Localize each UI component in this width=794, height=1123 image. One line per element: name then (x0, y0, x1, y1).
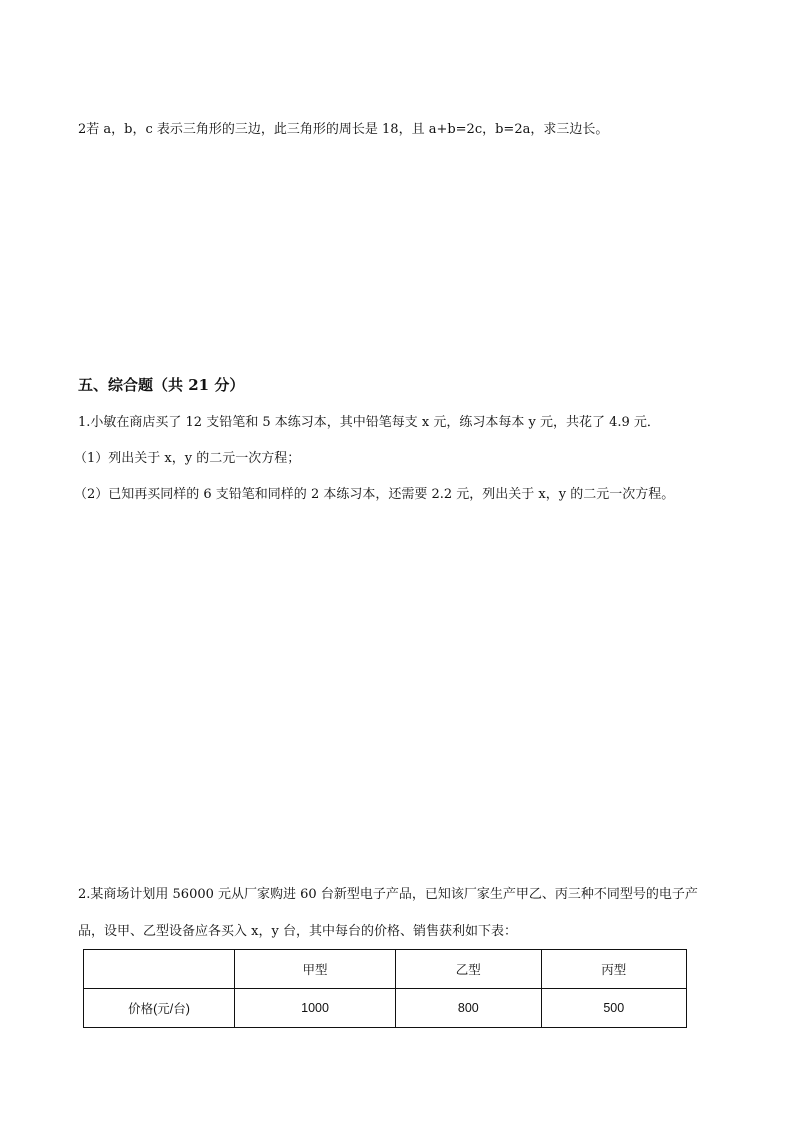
table-cell: 500 (541, 989, 686, 1028)
table-cell: 1000 (235, 989, 396, 1028)
table-header-cell: 甲型 (235, 950, 396, 989)
table-header-cell: 乙型 (396, 950, 541, 989)
section-heading: 五、综合题（共 21 分） (78, 376, 245, 394)
question-1-part-2: （2）已知再买同样的 6 支铅笔和同样的 2 本练习本，还需要 2.2 元，列出关于 x，y 的二元一次方程。 (74, 487, 675, 502)
question-1-part-1: （1）列出关于 x，y 的二元一次方程； (74, 451, 301, 466)
table-row (84, 989, 687, 1028)
table-header-cell: 丙型 (541, 950, 686, 989)
question-2-line-1: 2.某商场计划用 56000 元从厂家购进 60 台新型电子产品，已知该厂家生产甲乙、丙三种不同型号的电子产 (78, 887, 698, 902)
price-table (83, 949, 687, 1028)
table-cell: 800 (396, 989, 541, 1028)
table-header-cell (84, 950, 235, 989)
question-2-line-2: 品，设甲、乙型设备应各买入 x，y 台，其中每台的价格、销售获利如下表： (78, 924, 517, 939)
question-1-stem: 1.小敏在商店买了 12 支铅笔和 5 本练习本，其中铅笔每支 x 元，练习本每本 y 元，共花了 4.9 元． (78, 415, 660, 430)
table-row-label: 价格(元/台) (84, 989, 235, 1028)
table-header-row (84, 950, 687, 989)
question-triangle-sides: 2若 a，b，c 表示三角形的三边，此三角形的周长是 18，且 a+b=2c，b=2a，求三边长。 (78, 122, 609, 137)
